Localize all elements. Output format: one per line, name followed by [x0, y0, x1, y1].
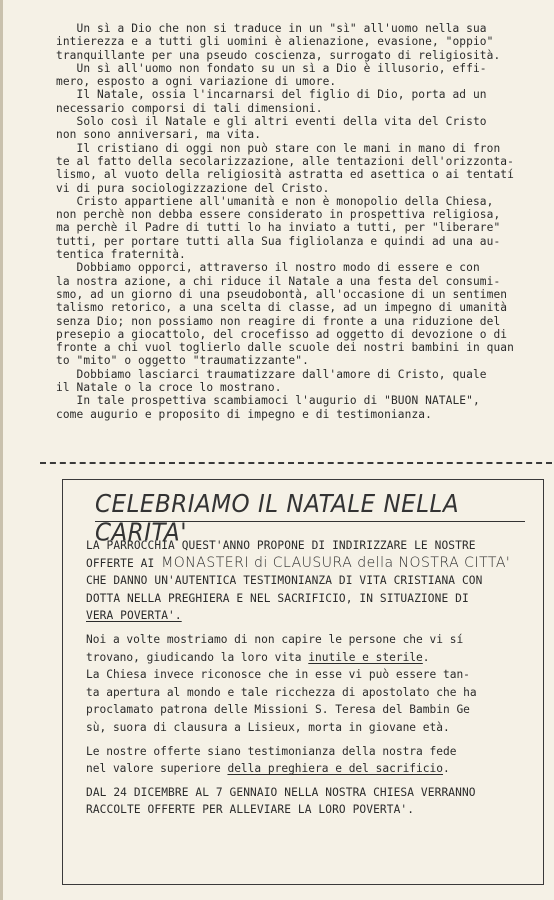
text-fragment: OFFERTE AI: [86, 556, 162, 570]
text-line: senza Dio; non possiamo non reagire di fronte a una riduzione del: [56, 314, 501, 328]
text-line: ta apertura al mondo e tale ricchezza di apostolato che ha: [86, 685, 477, 699]
text-fragment: .: [443, 762, 450, 776]
parish-proposal-paragraph: [86, 537, 526, 625]
text-line: LA PARROCCHIA QUEST'ANNO PROPONE DI INDIRIZZARE LE NOSTRE: [86, 539, 476, 552]
text-line: non perchè non debba essere considerato in prospettiva religiosa,: [56, 208, 501, 222]
text-line: DAL 24 DICEMBRE AL 7 GENNAIO NELLA NOSTRA CHIESA VERRANNO: [86, 785, 476, 799]
text-line: Solo così il Natale e gli altri eventi della vita del Cristo: [56, 115, 487, 129]
text-line: Le nostre offerte siano testimonianza della nostra fede: [86, 744, 457, 758]
text-line: necessario comporsi di tali dimensioni.: [56, 101, 323, 115]
text-line: proclamato patrona delle Missioni S. Teresa del Bambin Ge: [86, 703, 470, 717]
text-line: Noi a volte mostriamo di non capire le persone che vi sí: [86, 632, 464, 646]
text-line: presepio a giocattolo, del crocefisso ad oggetto di devozione o di: [56, 327, 508, 341]
text-line: tranquillante per una pseudo coscienza, surrogato di religiosità.: [56, 48, 501, 62]
title-underline: [95, 521, 525, 522]
text-line: Il Natale, ossia l'incarnarsi del figlio di Dio, porta ad un: [56, 88, 487, 102]
text-line: sù, suora di clausura a Lisieux, morta in giovane età.: [86, 720, 450, 734]
di-handwritten: di: [249, 554, 273, 571]
text-line: smo, ad un giorno di una pseudobontà, all'occasione di un sentimen: [56, 287, 508, 301]
christmas-reflection-text: [56, 22, 526, 421]
contemplative-life-paragraph: [86, 631, 526, 737]
text-line: te al fatto della secolarizzazione, alle tentazioni dell'orizzonta-: [56, 154, 514, 168]
text-line: [86, 554, 511, 571]
text-line: In tale prospettiva scambiamoci l'augurio di "BUON NATALE",: [56, 394, 480, 408]
text-line: talismo retorico, a una scelta di classe, ad un impegno di umanità: [56, 301, 508, 315]
text-line: tentica fraternità.: [56, 248, 186, 262]
text-line: fronte a chi vuol toglierlo dalle scuole dei nostri bambini in quan: [56, 341, 514, 355]
della-handwritten: della: [352, 554, 399, 571]
text-line: Dobbiamo opporci, attraverso il nostro modo di essere e con: [56, 261, 480, 275]
text-line: tutti, per portare tutti alla Sua figliolanza e quindi ad una au-: [56, 234, 501, 248]
text-line: il Natale o la croce lo mostrano.: [56, 381, 282, 395]
text-line: [86, 651, 430, 664]
text-line: to "mito" o oggetto "traumatizzante".: [56, 354, 309, 368]
dashed-divider: [40, 462, 552, 464]
text-line: mero, esposto a ogni variazione di umore.: [56, 75, 337, 89]
underlined-phrase: inutile e sterile: [308, 650, 423, 664]
text-line: intierezza e a tutti gli uomini è alienazione, evasione, "oppio": [56, 35, 494, 49]
text-line: come augurio e proposito di impegno e di testimonianza.: [56, 407, 432, 421]
text-line: Dobbiamo lasciarci traumatizzare dall'amore di Cristo, quale: [56, 367, 487, 381]
monasteri-handwritten: MONASTERI: [161, 554, 249, 571]
text-line: La Chiesa invece riconosce che in esse vi può essere tan-: [86, 668, 470, 682]
underlined-phrase: della preghiera e del sacrificio: [227, 762, 443, 776]
text-line: la nostra azione, a chi riduce il Natale a una festa del consumi-: [56, 274, 501, 288]
text-line: Un sì a Dio che non si traduce in un "sì" all'uomo nella sua: [56, 22, 487, 35]
text-line: non sono anniversari, ma vita.: [56, 128, 262, 142]
text-fragment: trovano, giudicando la loro vita: [86, 650, 309, 664]
charity-box-text: [86, 537, 526, 825]
text-fragment: nel valore superiore: [86, 762, 228, 776]
text-line: Un sì all'uomo non fondato su un sì a Dio è illusorio, effi-: [56, 61, 487, 75]
collection-dates-paragraph: [86, 784, 526, 819]
text-line: CHE DANNO UN'AUTENTICA TESTIMONIANZA DI VITA CRISTIANA CON: [86, 574, 483, 588]
text-line: lismo, al vuoto della religiosità astratta ed asettica o ai tentatí: [56, 168, 514, 182]
offerings-paragraph: [86, 743, 526, 778]
nostra-citta-handwritten: NOSTRA CITTA': [398, 554, 511, 571]
page-edge: [0, 0, 3, 900]
charity-box-title: CELEBRIAMO IL NATALE NELLA CARITA': [95, 490, 460, 548]
text-line: VERA POVERTA'.: [86, 609, 182, 623]
text-line: ma perchè il Padre di tutti lo ha inviato a tutti, per "liberare": [56, 221, 501, 235]
clausura-handwritten: CLAUSURA: [272, 554, 353, 571]
text-fragment: .: [422, 650, 430, 664]
text-line: Il cristiano di oggi non può stare con le mani in mano di fron: [56, 141, 501, 155]
text-line: vi di pura sociologizzazione del Cristo.: [56, 181, 330, 195]
text-line: [86, 762, 450, 775]
text-line: Cristo appartiene all'umanità e non è monopolio della Chiesa,: [56, 194, 494, 208]
text-line: DOTTA NELLA PREGHIERA E NEL SACRIFICIO, IN SITUAZIONE DI: [86, 591, 469, 605]
text-line: RACCOLTE OFFERTE PER ALLEVIARE LA LORO POVERTA'.: [86, 803, 415, 817]
